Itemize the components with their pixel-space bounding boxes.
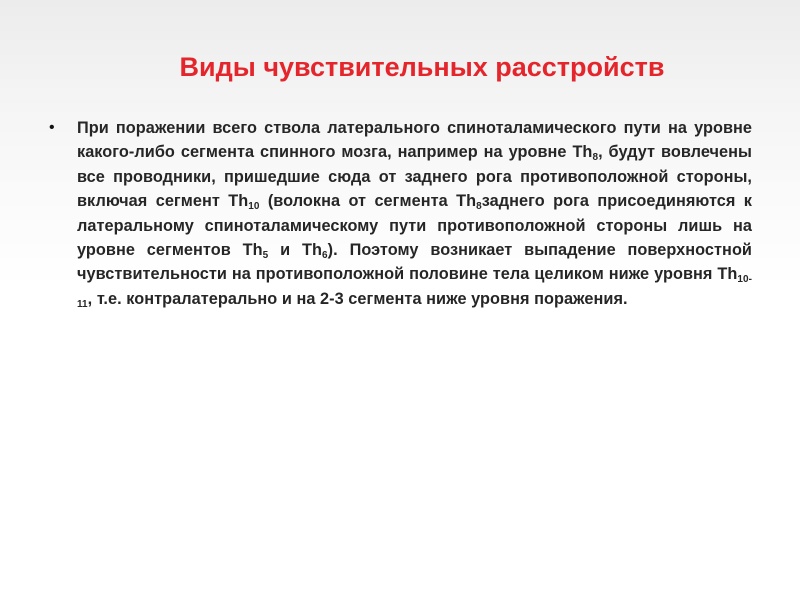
segment-subscript: 8	[476, 201, 482, 213]
text-run: Th	[572, 143, 593, 162]
text-run: Th	[717, 265, 738, 284]
text-run: ). Поэтому возникает выпадение поверхностной чувствительности на противоположной половине тела целиком ниже уровня	[77, 241, 752, 284]
text-run: При поражении всего ствола латерального спиноталамического пути на уровне какого-либо сегмента спинного мозга, например на уровне	[77, 119, 752, 162]
text-run: Th	[228, 192, 249, 211]
segment-subscript: 6	[322, 250, 328, 262]
segment-subscript: 5	[262, 250, 269, 262]
text-run: заднего рога присоединяются к латеральному спиноталамическому пути противоположной стороны лишь на уровне сегментов	[77, 192, 752, 260]
text-run: , т.е. контралатерально и на 2-3 сегмента ниже уровня поражения.	[87, 289, 628, 308]
text-run: , будут вовлечены все проводники, пришедшие сюда от заднего рога противоположной стороны, включая сегмент	[77, 143, 752, 211]
slide-title: Виды чувствительных расстройств	[179, 52, 665, 82]
body-paragraph	[77, 116, 752, 311]
bullet-item	[46, 116, 752, 311]
slide-content	[46, 116, 752, 311]
segment-subscript: 10-11	[77, 274, 752, 310]
segment-subscript: 8	[592, 152, 599, 164]
segment-subscript: 10	[248, 201, 260, 213]
text-run: Th	[302, 241, 323, 260]
text-run: и	[268, 241, 303, 260]
text-run: Th	[242, 241, 263, 260]
text-run: Th	[456, 192, 477, 211]
text-run: (волокна от сегмента	[259, 192, 457, 211]
bullet-icon: •	[49, 119, 55, 136]
